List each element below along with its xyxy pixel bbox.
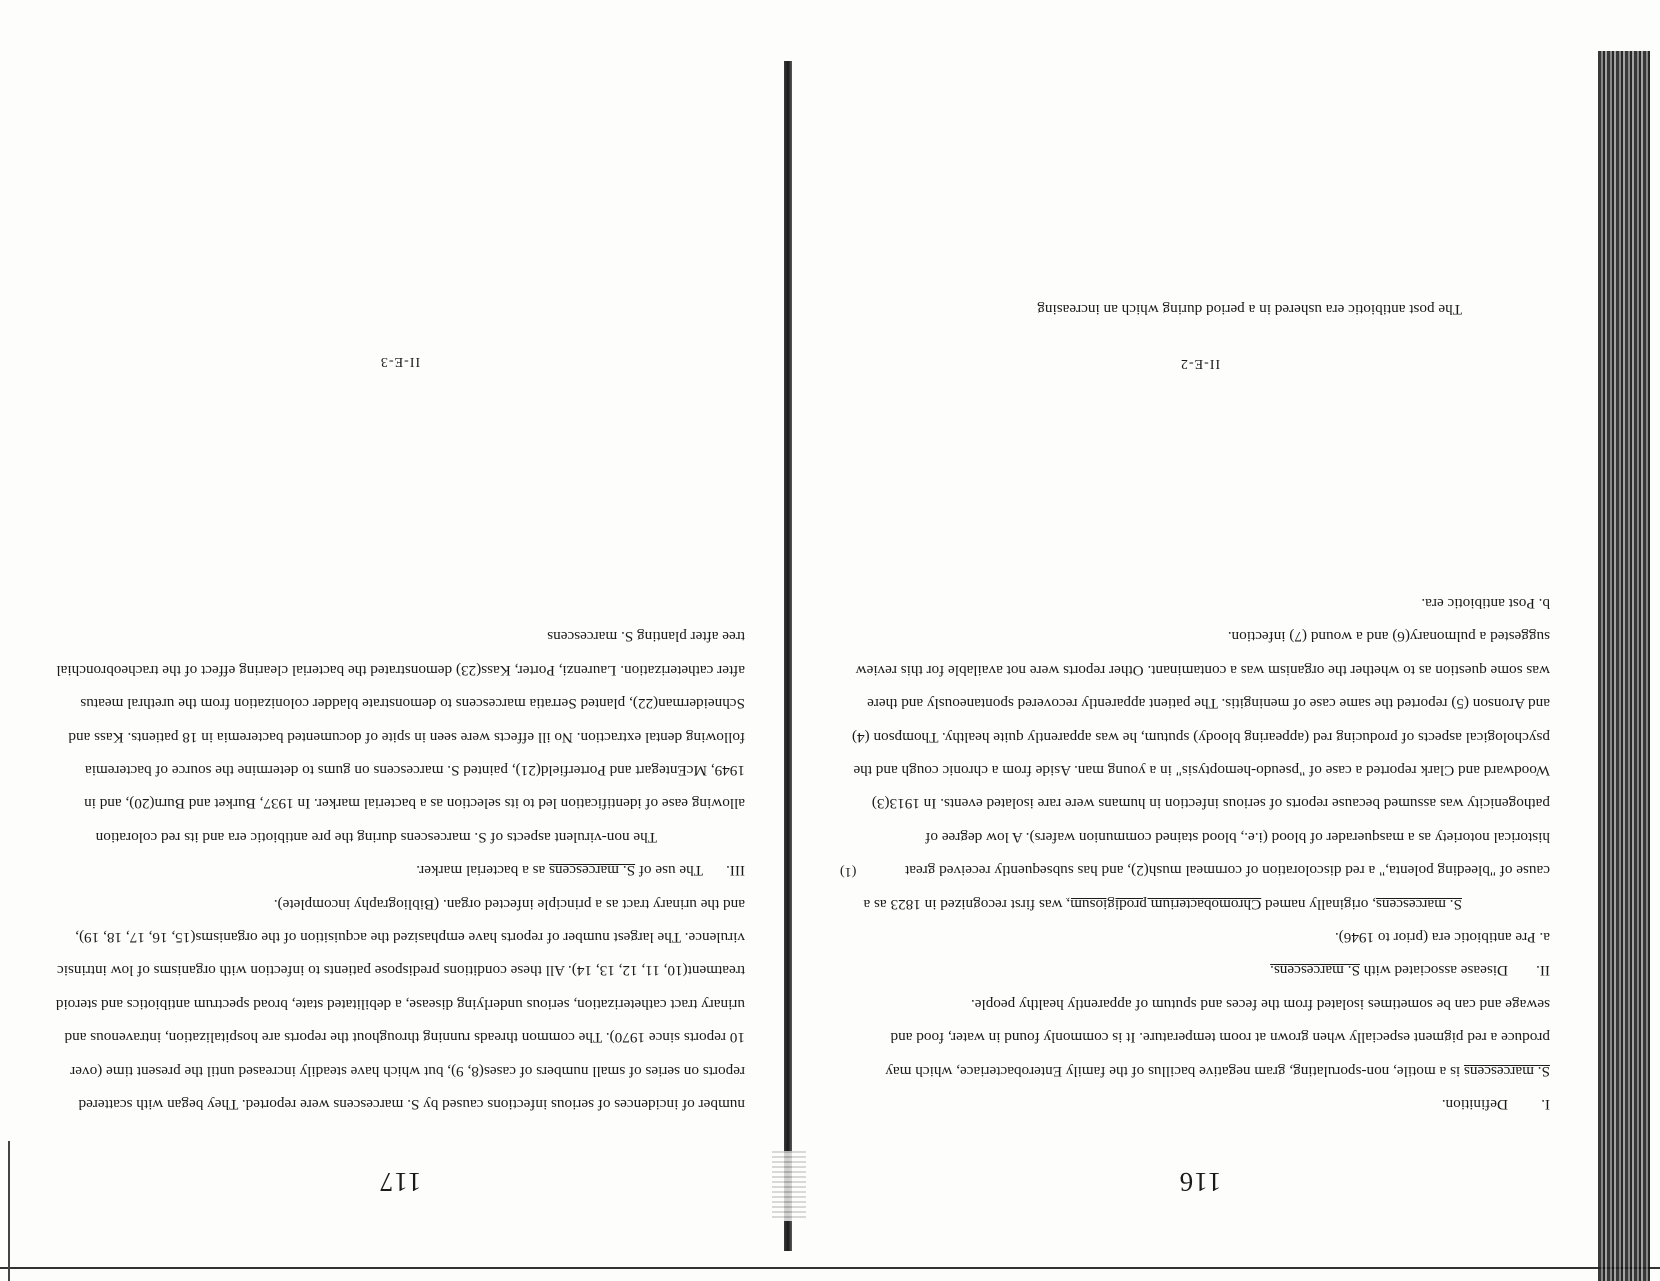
subheading-post-antibiotic: b. Post antibiotic era. bbox=[1421, 594, 1550, 612]
page-body bbox=[55, 620, 745, 1121]
section-heading-disease bbox=[850, 954, 1550, 987]
section-heading-marker bbox=[55, 854, 745, 887]
section-number: I. bbox=[1541, 1096, 1550, 1113]
scan-edge-strip bbox=[1598, 51, 1650, 1281]
page-116 bbox=[840, 1, 1550, 1241]
section-title: Definition. bbox=[1441, 1096, 1508, 1113]
section-title: The use of S. marcescens as a bacterial marker. bbox=[416, 862, 703, 880]
section-number: II. bbox=[1536, 962, 1550, 980]
page-code: II-E-2 bbox=[1179, 356, 1221, 371]
page-number: 116 bbox=[1178, 1167, 1222, 1197]
book-gutter bbox=[784, 61, 792, 1251]
organism-name: S. marcescens bbox=[1375, 895, 1462, 913]
marker-paragraph: The non-virulent aspects of S. marcescens during the pre antibiotic era and its red coloration allowing ease of identification led to its selection as a bacterial marker. In 1937, Burket and Burn(20), and in 1949, McEntegart and Porterfield(21), painted S. marcescens on gums to determine the source of bacteremia following dental extraction. No ill effects were seen in spite of documented bacteremia in 18 patients. Kass and Schneiderman(22), planted Serratia marcescens to demonstrate bladder colonization from the urethral meatus after catheterization. Laurenzi, Porter, Kass(23) demonstrated the bacterial clearing effect of the tracheobronchial tree after planting S. marcescens bbox=[56, 628, 745, 846]
citation: (1) bbox=[840, 863, 857, 879]
section-heading-definition bbox=[850, 1088, 1550, 1121]
scan-edge-rule bbox=[0, 1267, 1660, 1269]
page-number: 117 bbox=[378, 1167, 422, 1197]
section-title: Disease associated with S. marcescens. bbox=[1270, 962, 1508, 980]
subheading-pre-antibiotic: a. Pre antibiotic era (prior to 1946). bbox=[1334, 928, 1550, 946]
continued-paragraph: The post antibiotic era ushered in a period during which an increasing bbox=[1037, 301, 1462, 318]
gutter-noise bbox=[772, 1151, 806, 1221]
section-number: III. bbox=[726, 862, 745, 880]
page-code: II-E-3 bbox=[379, 354, 421, 369]
definition-text: is a motile, non-sporulating, gram negative bacillus of the family Enterobacteriace, which may produce a red pigment especially when grown at room temperature. It is commonly found in water, food and sewage and can be sometimes isolated from the feces and sputum of apparently healthy people. bbox=[885, 995, 1550, 1080]
page-117 bbox=[55, 1, 745, 1241]
scan-side-rule bbox=[8, 1141, 10, 1281]
organism-name: S. marcescens bbox=[1463, 1062, 1550, 1080]
page-body bbox=[840, 587, 1550, 1122]
pre-antibiotic-paragraph: S. marcescens, originally named Chromobacterium prodigiosum, was first recognized in 1823 as a cause of "bleeding polenta," a red discoloration of cornmeal mush(2), and has subsequently received great historical notoriety as a masquerader of blood (i.e., blood stained communion wafers). A low degree of pathogenicity was assumed because reports of serious infection in humans were rare isolated events. In 1913(3) Woodward and Clark reported a case of "pseudo-hemoptysis" in a young man. Aside from a chronic cough and the psychological aspects of producing red (appearing bloody) sputum, he was apparently quite healthy. Thompson (4) and Aronson (5) reported the same case of meningitis. The patient apparently recovered spontaneously and there was some question as to whether the organism was a contaminant. Other reports were not available for this review suggested a pulmonary(6) and a wound (7) infection. bbox=[851, 628, 1550, 913]
continued-paragraph: number of incidences of serious infections caused by S. marcescens were reported. They began with scattered reports on series of small numbers of cases(8, 9), but which have steadily increased until the present time (over 10 reports since 1970). The common threads running throughout the reports are hospitalization, intravenous and urinary tract catheterization, serious underlying disease, a debilitated state, broad spectrum antibiotics and steroid treatment(10, 11, 12, 13, 14). All these conditions predispose patients to infection with organisms of low intrinsic virulence. The largest number of reports have emphasized the acquisition of the organisms(15, 16, 17, 18, 19), and the urinary tract as a principle infected organ. (Bibliography incomplete). bbox=[55, 895, 745, 1113]
